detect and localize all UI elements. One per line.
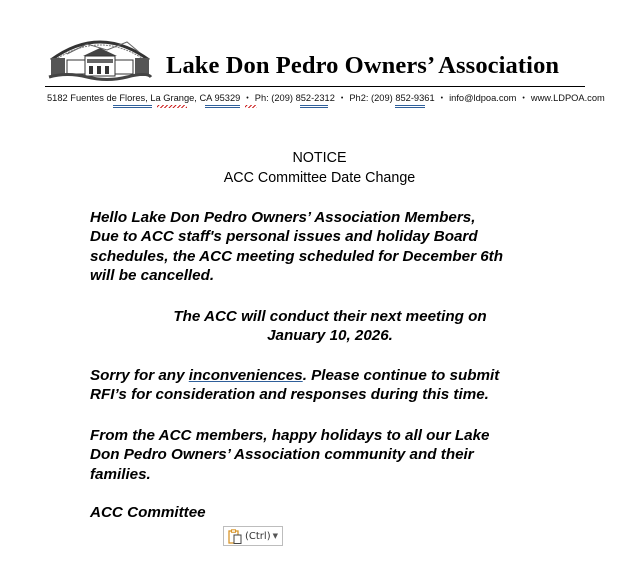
notice-heading: NOTICE [292, 150, 347, 166]
text-fragment: . Please continue to submit [302, 367, 500, 384]
dropdown-caret-icon: ▼ [272, 532, 278, 540]
text-line: will be cancelled. [90, 266, 215, 284]
greeting-paragraph [90, 208, 503, 285]
contact-line [47, 93, 605, 103]
bullet-separator: • [440, 95, 444, 102]
notice-subheading: ACC Committee Date Change [223, 170, 416, 186]
spelling-underline [245, 105, 257, 108]
paste-options-label: (Ctrl) [245, 530, 271, 542]
holiday-paragraph [90, 426, 489, 484]
phone-1: Ph: (209) 852-2312 [254, 93, 335, 103]
clipboard-icon [228, 529, 242, 544]
flagged-word[interactable]: inconveniences [188, 367, 303, 384]
grammar-underline [113, 105, 152, 108]
header-rule [45, 86, 585, 87]
text-line: schedules, the ACC meeting scheduled for December 6th [90, 247, 503, 265]
organization-name: Lake Don Pedro Owners’ Association [166, 52, 560, 79]
website-link[interactable]: www.LDPOA.com [530, 93, 605, 103]
next-meeting-paragraph [0, 307, 639, 346]
text-line: Hello Lake Don Pedro Owners’ Association Members, [90, 209, 476, 226]
clubhouse-logo [47, 30, 153, 82]
text-line: The ACC will conduct their next meeting on [173, 308, 487, 325]
text-line [90, 366, 499, 385]
address: 5182 Fuentes de Flores, La Grange, CA 95329 [47, 93, 241, 103]
text-line: Don Pedro Owners’ Association community and their [90, 446, 474, 464]
grammar-underline [395, 105, 425, 108]
bullet-separator: • [246, 95, 249, 102]
grammar-underline [300, 105, 328, 108]
email-link[interactable]: info@ldpoa.com [449, 93, 517, 103]
text-line: families. [90, 465, 151, 483]
paste-options-button[interactable] [223, 526, 283, 546]
phone-2: Ph2: (209) 852-9361 [349, 93, 435, 103]
signature: ACC Committee [90, 504, 206, 521]
meeting-date: January 10, 2026. [267, 327, 393, 345]
spelling-underline [157, 105, 187, 108]
text-line: From the ACC members, happy holidays to all our Lake [90, 427, 490, 444]
grammar-underline [205, 105, 240, 108]
bullet-separator: • [340, 95, 344, 102]
text-line: Due to ACC staff's personal issues and holiday Board [90, 228, 478, 246]
bullet-separator: • [522, 95, 525, 102]
apology-paragraph [90, 366, 499, 405]
text-line: RFI’s for consideration and responses during this time. [90, 386, 489, 404]
text-fragment: Sorry for any [90, 367, 189, 384]
